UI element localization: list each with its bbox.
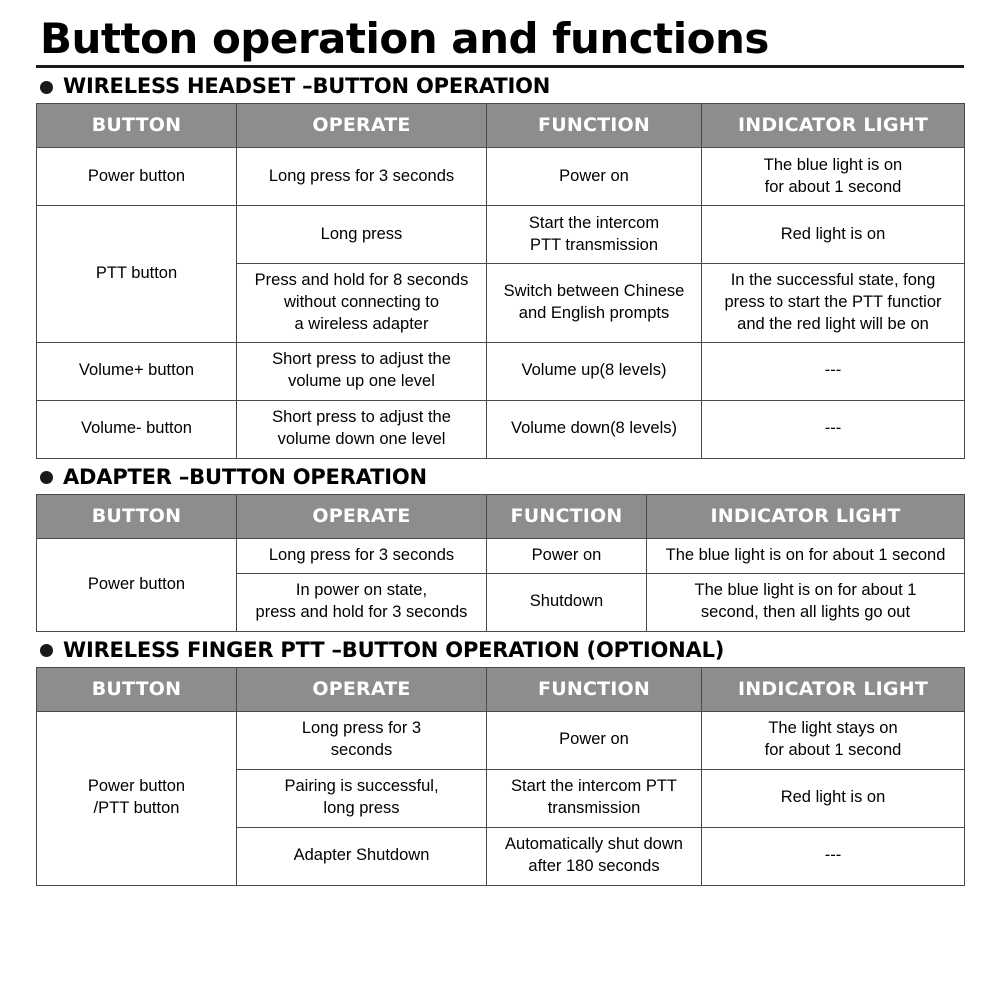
column-header-indicator-light: INDICATOR LIGHT xyxy=(702,104,965,148)
table-row xyxy=(37,400,965,458)
cell-button: PTT button xyxy=(37,206,237,342)
table-header-row xyxy=(37,667,965,711)
cell-indicator: The blue light is on for about 1 second xyxy=(647,538,965,573)
cell-button: Power button xyxy=(37,148,237,206)
column-header-function: FUNCTION xyxy=(487,667,702,711)
section-label: WIRELESS FINGER PTT –BUTTON OPERATION (OPTIONAL) xyxy=(63,637,725,662)
cell-operate: Short press to adjust the volume up one level xyxy=(237,342,487,400)
section-heading-wireless-finger-ptt xyxy=(40,638,964,662)
cell-indicator: --- xyxy=(702,342,965,400)
table-row xyxy=(37,711,965,769)
column-header-function: FUNCTION xyxy=(487,494,647,538)
cell-operate: Press and hold for 8 seconds without connecting to a wireless adapter xyxy=(237,264,487,342)
cell-indicator: The blue light is on for about 1 second xyxy=(702,148,965,206)
cell-indicator: The light stays on for about 1 second xyxy=(702,711,965,769)
section-heading-adapter xyxy=(40,465,964,489)
column-header-button: BUTTON xyxy=(37,104,237,148)
column-header-operate: OPERATE xyxy=(237,667,487,711)
column-header-indicator-light: INDICATOR LIGHT xyxy=(702,667,965,711)
cell-operate: In power on state, press and hold for 3 seconds xyxy=(237,573,487,631)
cell-button: Volume+ button xyxy=(37,342,237,400)
column-header-button: BUTTON xyxy=(37,494,237,538)
page-title: Button operation and functions xyxy=(40,14,769,63)
cell-operate: Long press for 3 seconds xyxy=(237,148,487,206)
cell-function: Volume up(8 levels) xyxy=(487,342,702,400)
column-header-button: BUTTON xyxy=(37,667,237,711)
bullet-icon xyxy=(40,471,53,484)
cell-operate: Long press for 3 seconds xyxy=(237,711,487,769)
cell-operate: Long press for 3 seconds xyxy=(237,538,487,573)
table-row xyxy=(37,538,965,573)
section-label: WIRELESS HEADSET –BUTTON OPERATION xyxy=(63,74,551,99)
cell-operate: Long press xyxy=(237,206,487,264)
bullet-icon xyxy=(40,644,53,657)
table-header-row xyxy=(37,104,965,148)
cell-function: Power on xyxy=(487,711,702,769)
cell-function: Automatically shut down after 180 seconds xyxy=(487,827,702,885)
cell-function: Volume down(8 levels) xyxy=(487,400,702,458)
column-header-indicator-light: INDICATOR LIGHT xyxy=(647,494,965,538)
bullet-icon xyxy=(40,81,53,94)
section-label: ADAPTER –BUTTON OPERATION xyxy=(63,464,427,489)
cell-operate: Pairing is successful, long press xyxy=(237,769,487,827)
cell-button: Power button /PTT button xyxy=(37,711,237,885)
cell-indicator: Red light is on xyxy=(702,769,965,827)
column-header-function: FUNCTION xyxy=(487,104,702,148)
cell-function: Shutdown xyxy=(487,573,647,631)
cell-function: Switch between Chinese and English prompts xyxy=(487,264,702,342)
cell-function: Start the intercom PTT transmission xyxy=(487,769,702,827)
table-row xyxy=(37,148,965,206)
table-header-row xyxy=(37,494,965,538)
table-wireless-finger-ptt xyxy=(36,667,965,886)
table-wireless-headset xyxy=(36,103,965,458)
cell-indicator: --- xyxy=(702,400,965,458)
cell-operate: Adapter Shutdown xyxy=(237,827,487,885)
table-row xyxy=(37,342,965,400)
section-heading-wireless-headset xyxy=(40,74,964,98)
cell-indicator: In the successful state, fong press to start the PTT functior and the red light will be on xyxy=(702,264,965,342)
title-divider xyxy=(36,65,964,68)
cell-function: Power on xyxy=(487,538,647,573)
column-header-operate: OPERATE xyxy=(237,494,487,538)
cell-indicator: Red light is on xyxy=(702,206,965,264)
cell-indicator: --- xyxy=(702,827,965,885)
table-adapter xyxy=(36,494,965,632)
cell-button: Power button xyxy=(37,538,237,631)
column-header-operate: OPERATE xyxy=(237,104,487,148)
cell-indicator: The blue light is on for about 1 second, then all lights go out xyxy=(647,573,965,631)
cell-function: Power on xyxy=(487,148,702,206)
cell-operate: Short press to adjust the volume down one level xyxy=(237,400,487,458)
cell-button: Volume- button xyxy=(37,400,237,458)
table-row xyxy=(37,206,965,264)
cell-function: Start the intercom PTT transmission xyxy=(487,206,702,264)
